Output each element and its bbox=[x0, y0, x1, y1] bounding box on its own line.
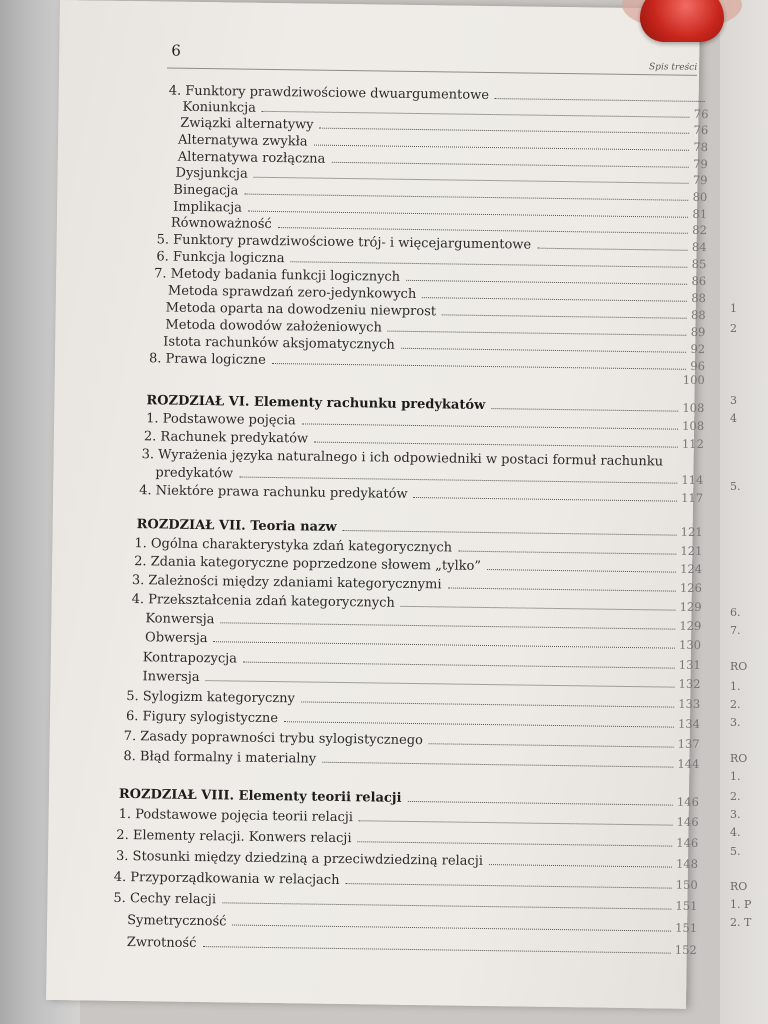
toc-entry bbox=[114, 870, 698, 893]
leader-dots bbox=[290, 261, 687, 268]
toc-entry-page: 79 bbox=[692, 172, 708, 188]
leader-dots bbox=[357, 841, 672, 846]
toc-entry-label: 4. Niektóre prawa rachunku predykatów bbox=[139, 483, 408, 502]
leader-dots bbox=[495, 98, 705, 102]
toc-entry-page: 108 bbox=[682, 400, 705, 416]
facing-page-fragment: 3. bbox=[730, 808, 741, 821]
toc-entry bbox=[119, 807, 699, 830]
toc-chapter-label: ROZDZIAŁ VI. Elementy rachunku predykatów bbox=[146, 393, 486, 413]
toc-entry-page: 146 bbox=[676, 835, 699, 850]
toc-entry-label: 1. Podstawowe pojęcia bbox=[146, 411, 296, 429]
toc-entry-page: 88 bbox=[691, 290, 706, 306]
toc-entry-page: 108 bbox=[682, 418, 705, 434]
toc-entry-page: 89 bbox=[690, 324, 706, 340]
toc-entry bbox=[124, 729, 700, 752]
toc-entry-page: 112 bbox=[681, 436, 704, 452]
leader-dots bbox=[401, 348, 687, 353]
leader-dots bbox=[343, 530, 677, 536]
toc-entry-page: 129 bbox=[679, 618, 702, 634]
toc-entry-label: 4. Przyporządkowania w relacjach bbox=[113, 869, 340, 888]
facing-page-fragment: 2. bbox=[730, 790, 741, 803]
leader-dots bbox=[359, 820, 673, 825]
toc-entry-page: 121 bbox=[680, 524, 703, 540]
page-header bbox=[167, 42, 697, 76]
toc-entry-label: 2. Zdania kategoryczne poprzedzone słowem „tylko” bbox=[134, 554, 482, 574]
toc-chapter bbox=[119, 787, 699, 810]
leader-dots bbox=[401, 606, 676, 611]
leader-dots bbox=[220, 622, 675, 629]
toc-entry-page: 137 bbox=[677, 736, 700, 752]
toc-entry-label: 3. Zależności między zdaniami kategorycznymi bbox=[131, 573, 442, 593]
leader-dots bbox=[254, 177, 689, 184]
toc-entry-page: 86 bbox=[691, 273, 707, 289]
toc-entry-label: 5. Sylogizm kategoryczny bbox=[126, 688, 296, 707]
facing-page bbox=[720, 0, 768, 1024]
toc-entry-label: 4. Przekształcenia zdań kategorycznych bbox=[131, 592, 395, 611]
toc-entry-page: 117 bbox=[681, 490, 704, 506]
toc-entry-label: Równoważność bbox=[170, 215, 272, 232]
toc-entry-page: 85 bbox=[691, 256, 707, 272]
leader-dots bbox=[448, 587, 676, 591]
toc-entry-page: 132 bbox=[678, 676, 701, 692]
toc-entry-label: Koniunkcja bbox=[182, 99, 257, 116]
toc-entry-page: 114 bbox=[681, 472, 704, 488]
toc-entry bbox=[142, 669, 700, 692]
leader-dots bbox=[314, 145, 690, 151]
facing-page-fragment: RO bbox=[730, 880, 748, 893]
leader-dots bbox=[232, 924, 671, 931]
facing-page-fragment: 5. bbox=[730, 480, 741, 493]
leader-dots bbox=[442, 314, 687, 318]
toc-entry bbox=[116, 849, 698, 872]
leader-dots bbox=[244, 194, 688, 201]
leader-dots bbox=[458, 551, 676, 555]
toc-entry-label: Binegacja bbox=[173, 182, 239, 199]
leader-dots bbox=[414, 497, 678, 502]
toc-entry-label: 3. Wyrażenia języka naturalnego i ich odpowiedniki w postaci formuł rachunku bbox=[141, 447, 664, 470]
toc-entry bbox=[126, 689, 700, 712]
leader-dots bbox=[320, 128, 690, 134]
leader-dots bbox=[422, 297, 687, 302]
toc-entry-label: 6. Figury sylogistyczne bbox=[125, 708, 279, 727]
toc-entry-page: 82 bbox=[692, 222, 707, 238]
facing-page-fragment: 1. P bbox=[730, 898, 752, 911]
facing-page-fragment: 1 bbox=[730, 302, 737, 315]
facing-page-fragment: 2. bbox=[730, 698, 741, 711]
leader-dots bbox=[491, 408, 678, 412]
toc-entry-label: 4. Funktory prawdziwościowe dwuargumentowe bbox=[168, 83, 490, 103]
facing-page-fragment: 1. bbox=[730, 770, 741, 783]
toc-entry-page: 121 bbox=[680, 543, 703, 559]
toc-entry-label: 5. Cechy relacji bbox=[113, 890, 217, 908]
toc-entry-page: 76 bbox=[693, 122, 709, 138]
facing-page-fragment: 3 bbox=[730, 394, 737, 407]
leader-dots bbox=[202, 946, 670, 954]
leader-dots bbox=[278, 227, 689, 234]
toc-entry-label: Dysjunkcja bbox=[175, 165, 248, 182]
toc-entry-label: Konwersja bbox=[145, 611, 215, 628]
toc-entry-page: 151 bbox=[675, 898, 698, 913]
leader-dots bbox=[489, 864, 672, 868]
toc-entry bbox=[123, 749, 699, 772]
toc-entry-label: 2. Elementy relacji. Konwers relacji bbox=[116, 827, 352, 847]
leader-dots bbox=[537, 248, 688, 251]
toc-entry-page: 79 bbox=[693, 156, 708, 172]
toc-entry bbox=[116, 828, 698, 851]
toc-entry-label: Istota rachunków aksjomatycznych bbox=[163, 334, 395, 353]
toc-entry-label: Metoda sprawdzań zero-jedynkowych bbox=[167, 283, 417, 303]
facing-page-fragment: 2 bbox=[730, 322, 737, 335]
toc-entry-page: 152 bbox=[674, 942, 697, 957]
leader-dots bbox=[239, 477, 677, 484]
leader-dots bbox=[406, 280, 687, 285]
running-title: Spis treści bbox=[648, 62, 698, 73]
leader-dots bbox=[331, 162, 689, 168]
toc-entry-page: 84 bbox=[691, 239, 707, 255]
facing-page-fragment: 7. bbox=[730, 624, 741, 637]
toc-entry-label: Metoda dowodów założeniowych bbox=[165, 317, 382, 336]
toc-entry-label: 8. Prawa logiczne bbox=[148, 351, 267, 368]
toc-entry bbox=[127, 935, 697, 958]
facing-page-fragment: RO bbox=[730, 660, 748, 673]
toc-entry-page: 124 bbox=[680, 561, 703, 577]
toc-entry-label: 5. Funktory prawdziwościowe trój- i więcejargumentowe bbox=[156, 232, 532, 253]
facing-page-fragment: 4 bbox=[730, 412, 737, 425]
toc-chapter-label: ROZDZIAŁ VIII. Elementy teorii relacji bbox=[118, 786, 402, 806]
toc-entry-page: 92 bbox=[690, 341, 706, 357]
leader-dots bbox=[214, 641, 676, 648]
facing-page-fragment: 6. bbox=[730, 606, 741, 619]
toc-entry-label: Związki alternatywy bbox=[180, 115, 314, 133]
toc-entry bbox=[113, 891, 697, 914]
leader-dots bbox=[487, 569, 676, 573]
toc-entry-label: Metoda oparta na dowodzeniu niewprost bbox=[165, 300, 437, 320]
leader-dots bbox=[322, 762, 673, 768]
toc-entry-page: 96 bbox=[690, 358, 706, 374]
toc-entry-page: 130 bbox=[679, 637, 702, 653]
toc-entry-page: 144 bbox=[677, 756, 700, 772]
toc-entry bbox=[145, 630, 701, 653]
leader-dots bbox=[206, 680, 675, 688]
toc-entry-label: 2. Rachunek predykatów bbox=[143, 429, 309, 447]
toc-entry-page: 131 bbox=[678, 657, 701, 673]
leader-dots bbox=[155, 376, 679, 383]
toc-entry-page: 148 bbox=[675, 856, 699, 871]
toc-entry-label: 7. Metody badania funkcji logicznych bbox=[154, 266, 401, 285]
toc-entry-page: 150 bbox=[675, 877, 698, 892]
leader-dots bbox=[243, 662, 675, 669]
toc-entry-label: Obwersja bbox=[144, 630, 208, 647]
toc-entry-page: 129 bbox=[679, 599, 702, 615]
facing-page-fragment: 3. bbox=[730, 716, 741, 729]
leader-dots bbox=[345, 883, 671, 889]
leader-dots bbox=[301, 701, 674, 707]
facing-page-fragment: 1. bbox=[730, 680, 741, 693]
leader-dots bbox=[407, 801, 672, 806]
toc-chapter-label: ROZDZIAŁ VII. Teoria nazw bbox=[136, 517, 337, 535]
leader-dots bbox=[302, 423, 678, 429]
toc-entry-label: Symetryczność bbox=[127, 913, 227, 930]
toc-entry-label: 8. Błąd formalny i materialny bbox=[123, 748, 317, 767]
leader-dots bbox=[284, 721, 674, 727]
leader-dots bbox=[429, 743, 674, 747]
toc-entry bbox=[127, 913, 697, 936]
toc-entry-label: 6. Funkcja logiczna bbox=[156, 249, 285, 267]
page-number: 6 bbox=[171, 41, 181, 60]
leader-dots bbox=[222, 902, 671, 909]
toc-entry-page: 80 bbox=[692, 189, 708, 205]
toc-entry-page: 151 bbox=[675, 920, 698, 935]
toc-entry-label: Alternatywa rozłączna bbox=[177, 149, 326, 167]
toc-entry-label: Zwrotność bbox=[126, 935, 197, 951]
toc-entry-page: 76 bbox=[693, 106, 709, 122]
toc-entry-label: 1. Ogólna charakterystyka zdań kategorycznych bbox=[134, 536, 453, 556]
toc-entry-label: 1. Podstawowe pojęcia teorii relacji bbox=[118, 806, 354, 826]
toc-entry-label: predykatów bbox=[155, 465, 234, 482]
facing-page-fragment: 5. bbox=[730, 845, 741, 858]
toc-entry-label: 7. Zasady poprawności trybu sylogistycznego bbox=[123, 728, 424, 749]
toc-entry-page: 146 bbox=[676, 814, 699, 829]
toc-entry-page: 78 bbox=[693, 139, 709, 155]
facing-page-fragment: 4. bbox=[730, 826, 741, 839]
toc-entry-page: 100 bbox=[682, 372, 705, 388]
toc-entry-label: Implikacja bbox=[173, 199, 243, 216]
toc-entry-label: Inwersja bbox=[142, 669, 200, 686]
toc-entry-page: 146 bbox=[676, 794, 699, 809]
toc-entry-page: 126 bbox=[679, 580, 702, 596]
toc-entry-label: Alternatywa zwykła bbox=[177, 132, 308, 150]
toc-entry-page: 134 bbox=[677, 716, 701, 732]
toc-entry bbox=[126, 709, 700, 732]
toc-entry-label: 3. Stosunki między dziedziną a przeciwdziedziną relacji bbox=[115, 848, 484, 869]
toc-entry-page: 133 bbox=[678, 696, 701, 712]
facing-page-fragment: RO bbox=[730, 752, 748, 765]
book-page bbox=[46, 0, 709, 1009]
toc-entry-page: 81 bbox=[692, 206, 708, 222]
facing-page-fragment: 2. T bbox=[730, 916, 752, 929]
leader-dots bbox=[388, 331, 687, 336]
painted-fingernail bbox=[640, 0, 724, 42]
toc-entry-page: 88 bbox=[690, 307, 706, 323]
toc-entry-label: Kontrapozycja bbox=[142, 650, 238, 667]
leader-dots bbox=[314, 442, 678, 448]
